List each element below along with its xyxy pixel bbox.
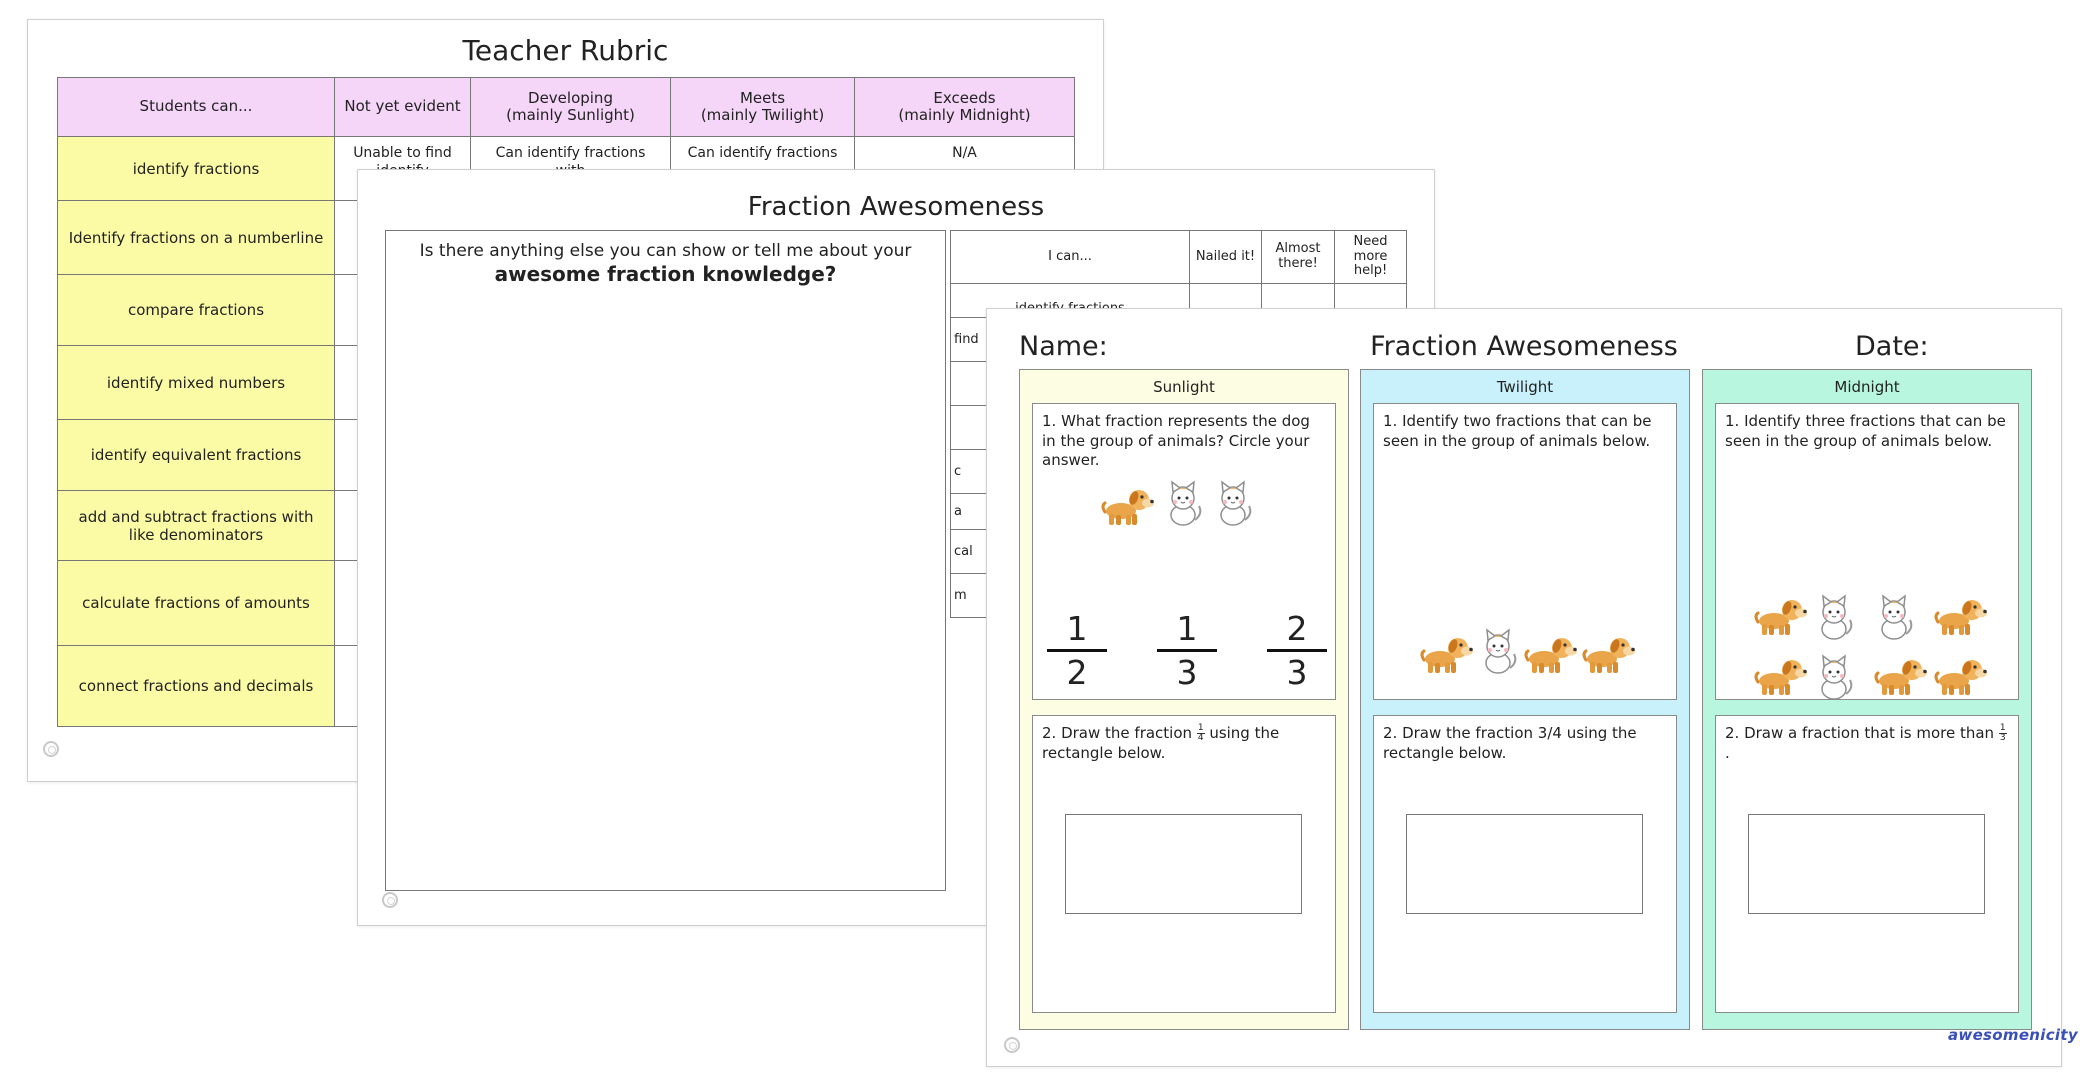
fraction-denominator: 3 — [1176, 653, 1198, 692]
rubric-skill: identify equivalent fractions — [58, 420, 335, 491]
rubric-skill: calculate fractions of amounts — [58, 561, 335, 646]
midnight-column — [1702, 369, 2032, 1030]
midnight-question-1[interactable] — [1715, 403, 2019, 700]
small-fraction-numerator: 1 — [1197, 723, 1204, 733]
rubric-header-1: Not yet evident — [335, 78, 471, 137]
small-fraction-numerator: 1 — [1999, 723, 2006, 733]
checklist-skill: a — [951, 494, 1190, 530]
dog-icon — [1932, 654, 1988, 708]
reflection-title: Fraction Awesomeness — [747, 192, 1045, 222]
rubric-cell-exceeds: N/A — [855, 137, 1075, 201]
midnight-q2-suffix: . — [1725, 743, 1730, 762]
binder-ring — [382, 892, 398, 908]
dog-icon — [1872, 654, 1928, 708]
midnight-animal-group — [1752, 594, 1988, 707]
twilight-drawing-rectangle[interactable] — [1406, 814, 1643, 914]
sunlight-drawing-rectangle[interactable] — [1065, 814, 1302, 914]
twilight-label: Twilight — [1496, 378, 1554, 396]
rubric-cell-not-yet: Unable to find — [335, 137, 471, 201]
midnight-q1-text: 1. Identify three fractions that can be seen in the group of animals below. — [1725, 412, 2006, 450]
rubric-skill: Identify fractions on a numberline — [58, 201, 335, 275]
cat-icon — [1476, 628, 1520, 682]
fraction-denominator: 3 — [1286, 653, 1308, 692]
fraction-denominator: 2 — [1066, 653, 1088, 692]
dog-icon — [1418, 632, 1474, 682]
fraction-numerator: 1 — [1066, 609, 1088, 648]
sunlight-animal-group — [1099, 480, 1255, 534]
rubric-skill: add and subtract fractions with like denominators — [58, 491, 335, 561]
binder-ring — [1004, 1037, 1020, 1053]
checklist-header-0: I can... — [951, 231, 1190, 284]
midnight-drawing-rectangle[interactable] — [1748, 814, 1985, 914]
sunlight-q2-prefix: 2. Draw the fraction — [1042, 724, 1197, 742]
dog-icon — [1580, 632, 1636, 682]
rubric-header-0: Students can... — [58, 78, 335, 137]
small-fraction — [1999, 724, 2007, 743]
checklist-skill: c — [951, 450, 1190, 494]
fraction-choices — [1047, 609, 1327, 692]
rubric-header-4: Exceeds (mainly Midnight) — [855, 78, 1075, 137]
name-label: Name: — [1019, 331, 1108, 362]
rubric-title: Teacher Rubric — [462, 34, 669, 67]
sunlight-q2-text — [1042, 724, 1326, 763]
sunlight-column — [1019, 369, 1349, 1030]
fraction-numerator: 1 — [1176, 609, 1198, 648]
dog-icon — [1752, 594, 1808, 648]
dog-icon — [1932, 594, 1988, 648]
midnight-q2-prefix: 2. Draw a fraction that is more than — [1725, 724, 1999, 742]
worksheet-page — [986, 308, 2078, 1067]
rubric-cell-developing: Can identify fractions — [471, 137, 671, 201]
rubric-skill: compare fractions — [58, 275, 335, 346]
twilight-column — [1360, 369, 1690, 1030]
fraction-choice[interactable] — [1157, 609, 1217, 692]
dog-icon — [1522, 632, 1578, 682]
checklist-skill: m — [951, 574, 1190, 618]
rubric-header-row — [58, 78, 1075, 137]
fraction-numerator: 2 — [1286, 609, 1308, 648]
twilight-question-2[interactable] — [1373, 715, 1677, 1013]
sunlight-question-2[interactable] — [1032, 715, 1336, 1013]
cat-icon — [1161, 480, 1205, 534]
sunlight-q1-text: 1. What fraction represents the dog in the group of animals? Circle your answer. — [1042, 412, 1310, 469]
twilight-animal-group — [1418, 628, 1636, 682]
date-label: Date: — [1855, 331, 1929, 362]
sunlight-label: Sunlight — [1153, 378, 1215, 396]
cat-icon — [1812, 654, 1868, 708]
binder-ring — [43, 741, 59, 757]
twilight-q2-text: 2. Draw the fraction 3/4 using the rectangle below. — [1383, 724, 1637, 762]
rubric-header-3: Meets (mainly Twilight) — [671, 78, 855, 137]
fraction-choice[interactable] — [1047, 609, 1107, 692]
fraction-choice[interactable] — [1267, 609, 1327, 692]
small-fraction-denominator: 4 — [1197, 733, 1204, 743]
reflection-box[interactable] — [385, 230, 946, 891]
reflection-prompt-line2: awesome fraction knowledge? — [494, 262, 837, 286]
twilight-q1-text: 1. Identify two fractions that can be seen in the group of animals below. — [1383, 412, 1652, 450]
sunlight-question-1[interactable] — [1032, 403, 1336, 700]
rubric-skill: identify mixed numbers — [58, 346, 335, 420]
twilight-question-1[interactable] — [1373, 403, 1677, 700]
sunlight-q2-suffix: using the rectangle below. — [1042, 724, 1280, 762]
reflection-prompt-line1: Is there anything else you can show or tell me about your — [419, 241, 912, 261]
small-fraction-denominator: 3 — [1999, 733, 2006, 743]
rubric-skill: connect fractions and decimals — [58, 646, 335, 727]
dog-icon — [1752, 654, 1808, 708]
cat-icon — [1872, 594, 1928, 648]
checklist-header-row — [951, 231, 1407, 284]
checklist-skill: find — [951, 318, 1190, 362]
small-fraction — [1197, 724, 1205, 743]
cat-icon — [1211, 480, 1255, 534]
cat-icon — [1812, 594, 1868, 648]
rubric-skill: identify fractions — [58, 137, 335, 201]
checklist-header-3: Need more help! — [1335, 231, 1407, 284]
rubric-cell-meets: Can identify fractions — [671, 137, 855, 201]
checklist-skill: cal — [951, 530, 1190, 574]
midnight-label: Midnight — [1834, 378, 1900, 396]
checklist-header-1: Nailed it! — [1190, 231, 1262, 284]
midnight-question-2[interactable] — [1715, 715, 2019, 1013]
rubric-header-2: Developing (mainly Sunlight) — [471, 78, 671, 137]
checklist-header-2: Almost there! — [1262, 231, 1335, 284]
midnight-q2-text — [1725, 724, 2009, 763]
dog-icon — [1099, 484, 1155, 534]
brand-logo: awesomenicity — [1948, 1026, 2078, 1044]
worksheet-title: Fraction Awesomeness — [1370, 331, 1678, 362]
